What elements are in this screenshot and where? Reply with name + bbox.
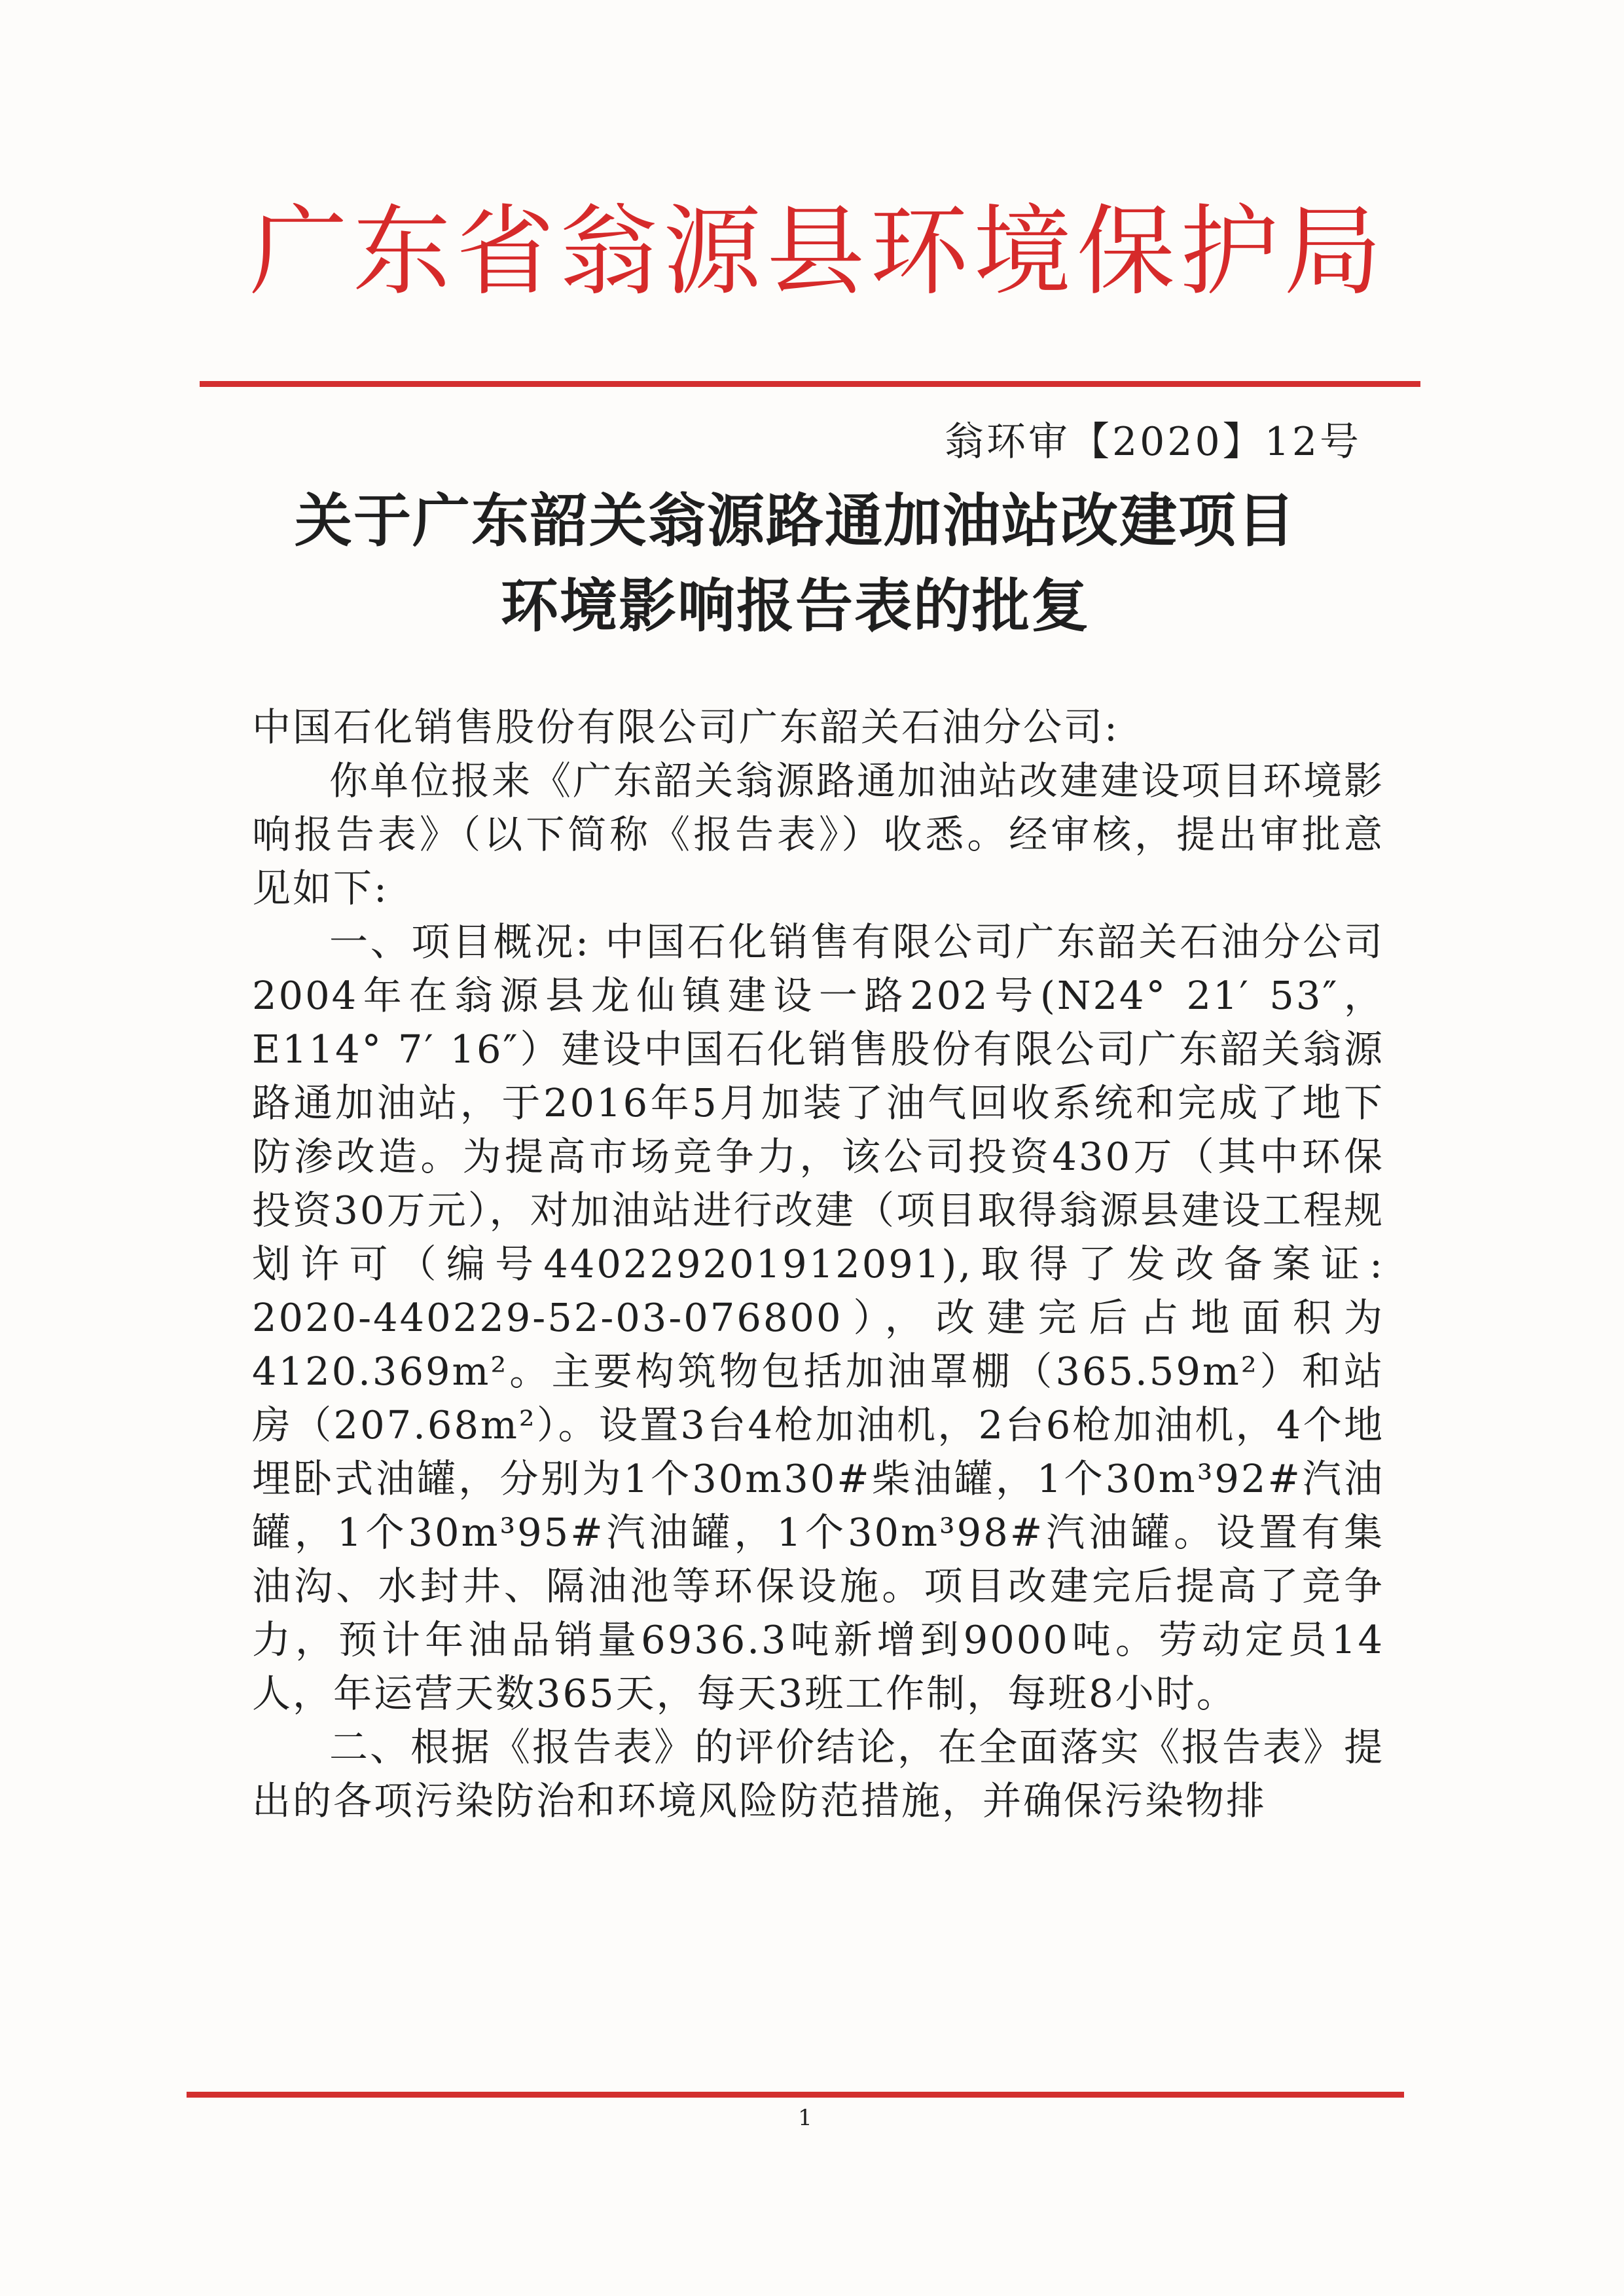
document-number: 翁环审【2020】12号: [944, 419, 1362, 465]
title-line-2: 环境影响报告表的批复: [500, 572, 1090, 640]
title-line-1: 关于广东韶关翁源路通加油站改建项目: [294, 486, 1296, 555]
bottom-red-rule: [187, 2092, 1404, 2098]
paragraph-intro: 你单位报来《广东韶关翁源路通加油站改建建设项目环境影响报告表》（以下简称《报告表》）收悉。经审核，提出审批意见如下:: [252, 758, 1385, 911]
document-body: [252, 701, 1384, 1828]
letterhead-title: 广东省翁源县环境保护局: [249, 195, 1387, 309]
paragraph-evaluation: 二、根据《报告表》的评价结论，在全面落实《报告表》提出的各项污染防治和环境风险防范措施，并确保污染物排: [252, 1724, 1385, 1823]
paragraph-project-overview: 一、项目概况: 中国石化销售有限公司广东韶关石油分公司2004年在翁源县龙仙镇建设一路202号(N24° 21′ 53″，E114° 7′ 16″）建设中国石化销售股份有限公司广东韶关翁源路通加油站，于2016年5月加装了油气回收系统和完成了地下防渗改造。为提高市场竞争力，该公司投资430万（其中环保投资30万元），对加油站进行改建（项目取得翁源县建设工程规划许可（编号440229201912091),取得了发改备案证: 2020-440229-52-03-076800），改建完后占地面积为4120.369m²。主要构筑物包括加油罩棚（365.59m²）和站房（207.68m²）。设置3台4枪加油机，2台6枪加油机，4个地埋卧式油罐，分别为1个30m30#柴油罐，1个30m³92#汽油罐，1个30m³95#汽油罐，1个30m³98#汽油罐。设置有集油沟、水封井、隔油池等环保设施。项目改建完后提高了竞争力，预计年油品销量6936.3吨新增到9000吨。劳动定员14人，年运营天数365天，每天3班工作制，每班8小时。: [252, 919, 1384, 1716]
page-number: 1: [798, 2105, 812, 2131]
document-title: [223, 478, 1368, 648]
addressee: 中国石化销售股份有限公司广东韶关石油分公司:: [252, 704, 1119, 750]
top-red-rule: [200, 381, 1420, 387]
